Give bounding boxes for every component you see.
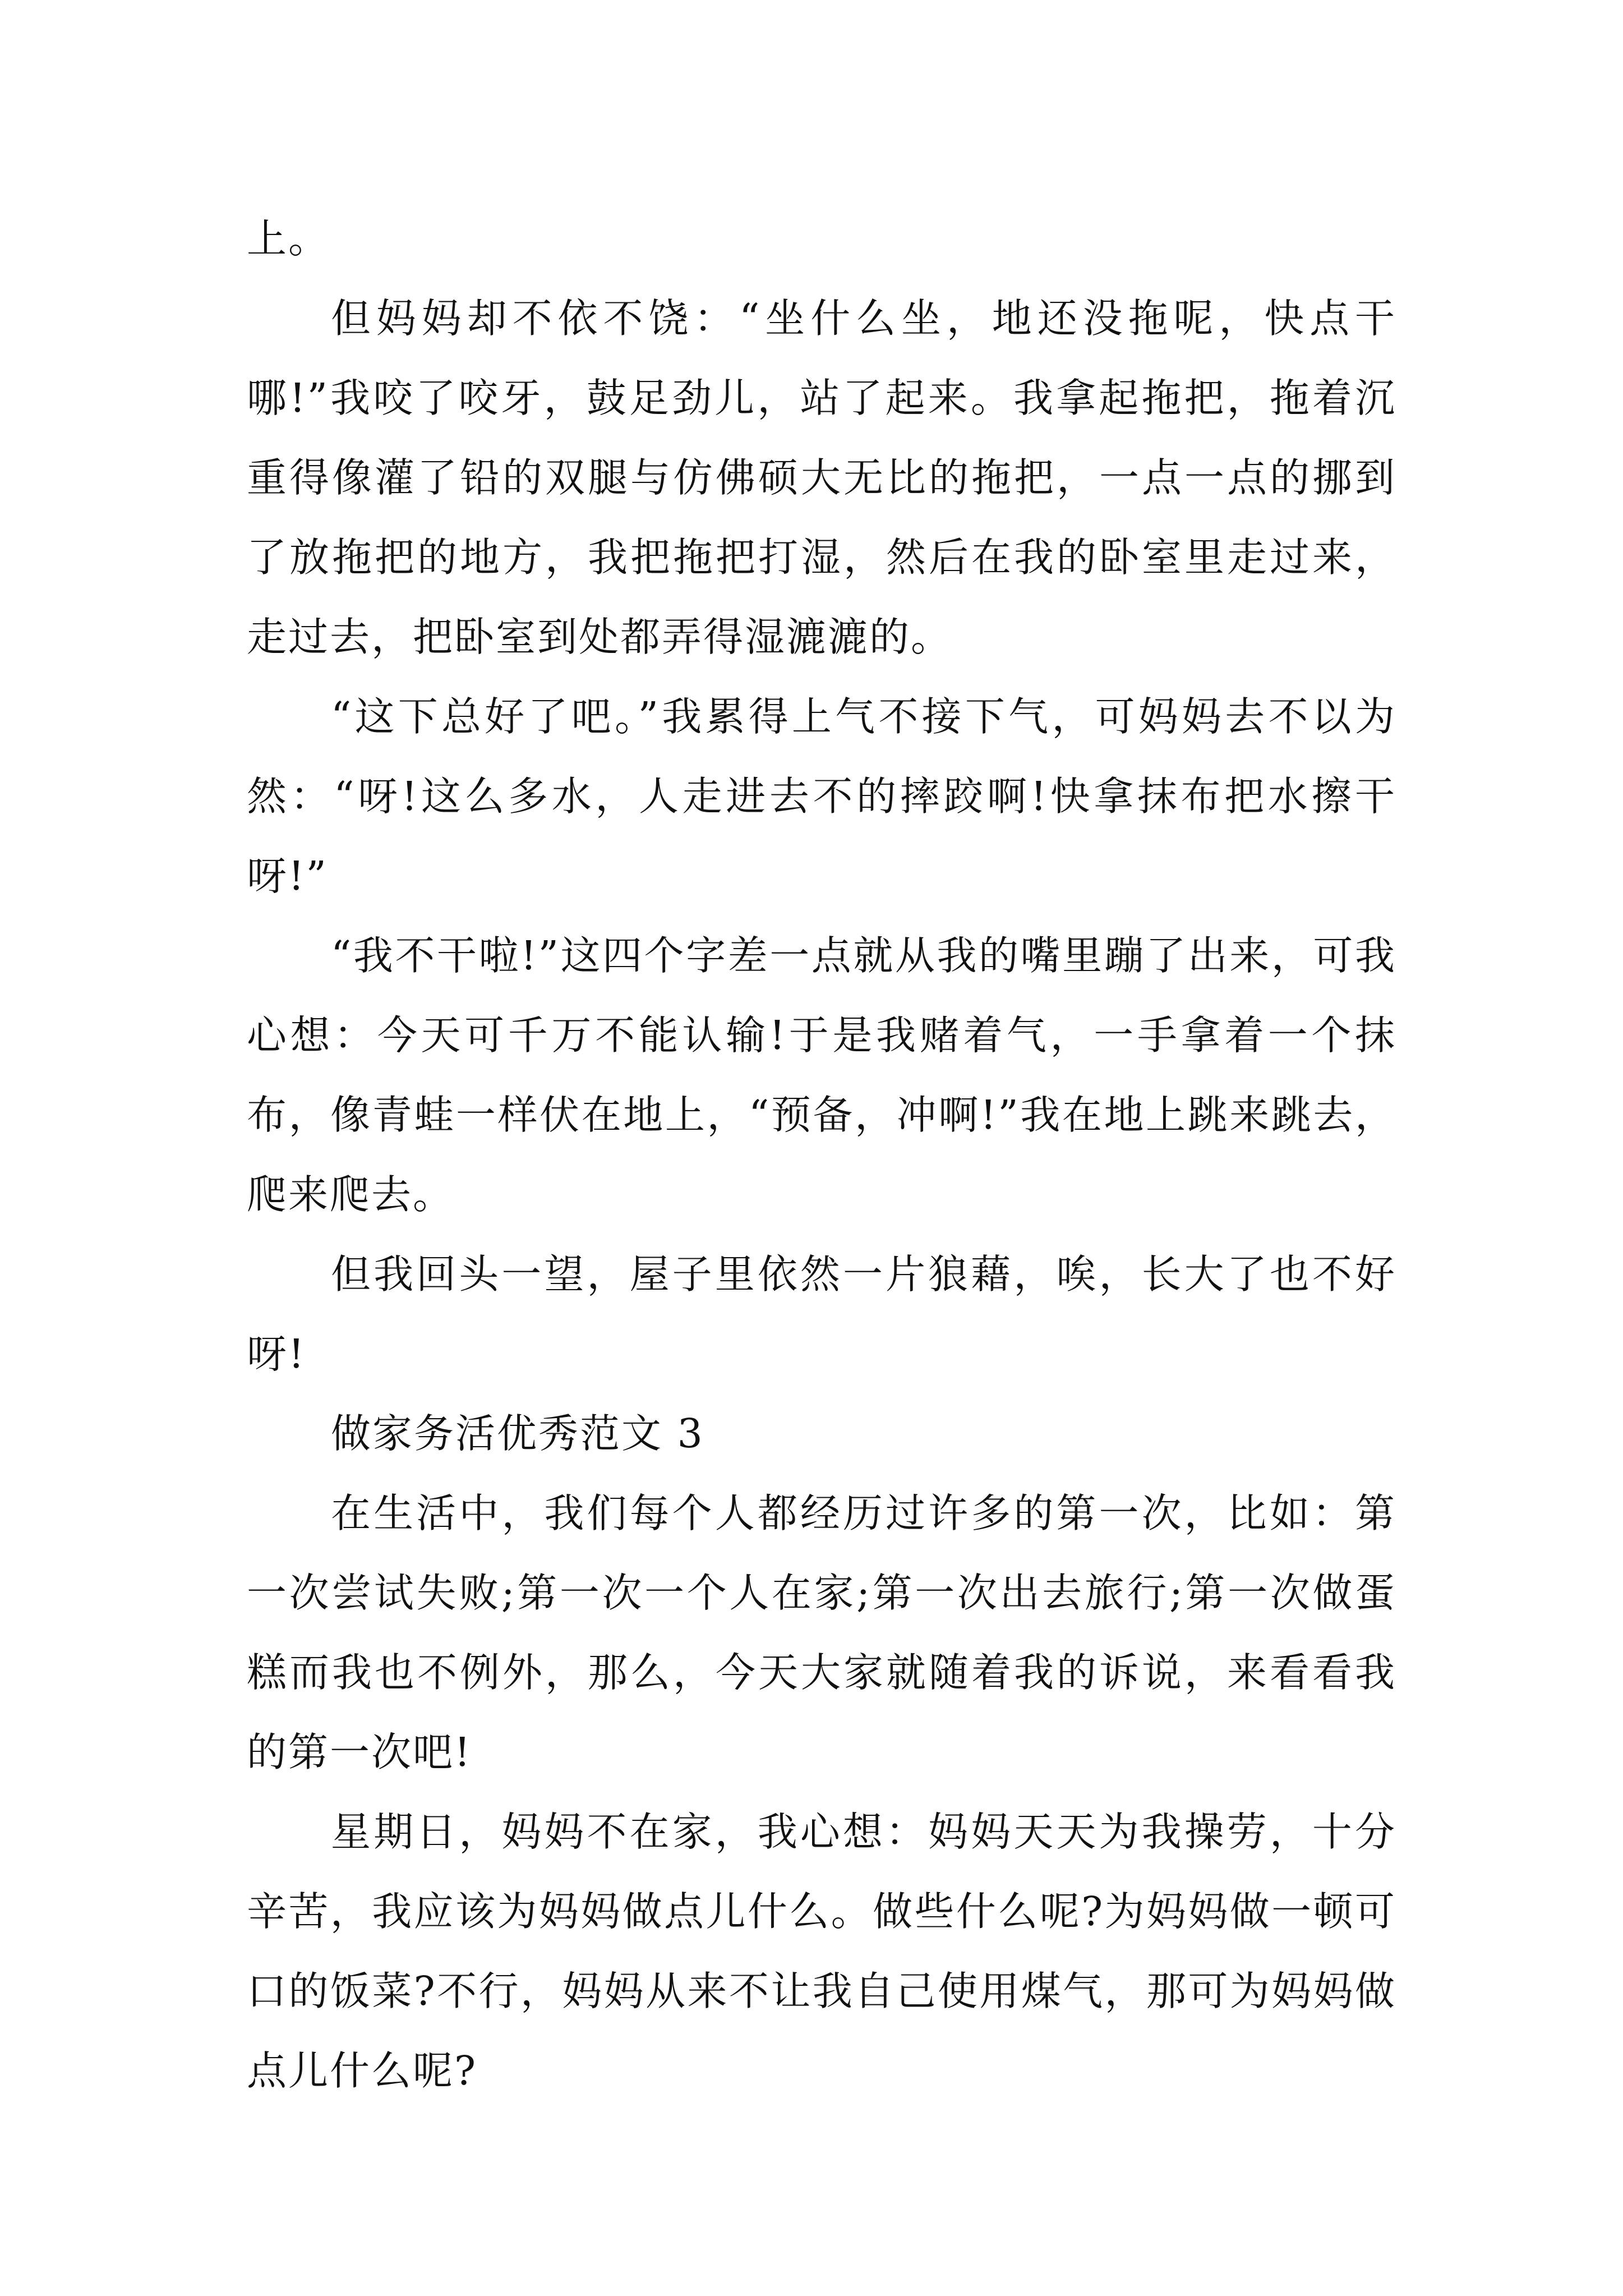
document-body	[247, 199, 1396, 2111]
section-heading: 做家务活优秀范文 3	[331, 1410, 704, 1457]
paragraph-sunday: 星期日，妈妈不在家，我心想：妈妈天天为我操劳，十分辛苦，我应该为妈妈做点儿什么。做些什么呢?为妈妈做一顿可口的饭菜?不行，妈妈从来不让我自己使用煤气，那可为妈妈做点儿什么呢?	[247, 1809, 1396, 2094]
paragraph-wet-floor: “这下总好了吧。”我累得上气不接下气，可妈妈去不以为然：“呀!这么多水，人走进去不的摔跤啊!快拿抹布把水擦干呀!”	[247, 693, 1396, 899]
paragraph-not-give-up: “我不干啦!”这四个字差一点就从我的嘴里蹦了出来，可我心想：今天可千万不能认输!于是我赌着气，一手拿着一个抹布，像青蛙一样伏在地上，“预备，冲啊!”我在地上跳来跳去，爬来爬去。	[247, 932, 1396, 1218]
paragraph-mopping: 但妈妈却不依不饶：“坐什么坐，地还没拖呢，快点干哪!”我咬了咬牙，鼓足劲儿，站了起来。我拿起拖把，拖着沉重得像灌了铅的双腿与仿佛硕大无比的拖把，一点一点的挪到了放拖把的地方，我把拖把打湿，然后在我的卧室里走过来，走过去，把卧室到处都弄得湿漉漉的。	[247, 295, 1396, 660]
paragraph-first-time: 在生活中，我们每个人都经历过许多的第一次，比如：第一次尝试失败;第一次一个人在家;第一次出去旅行;第一次做蛋糕而我也不例外，那么，今天大家就随着我的诉说，来看看我的第一次吧!	[247, 1490, 1396, 1775]
paragraph-still-messy: 但我回头一望，屋子里依然一片狼藉，唉，长大了也不好呀!	[247, 1251, 1396, 1377]
paragraph-continuation: 上。	[247, 215, 330, 262]
